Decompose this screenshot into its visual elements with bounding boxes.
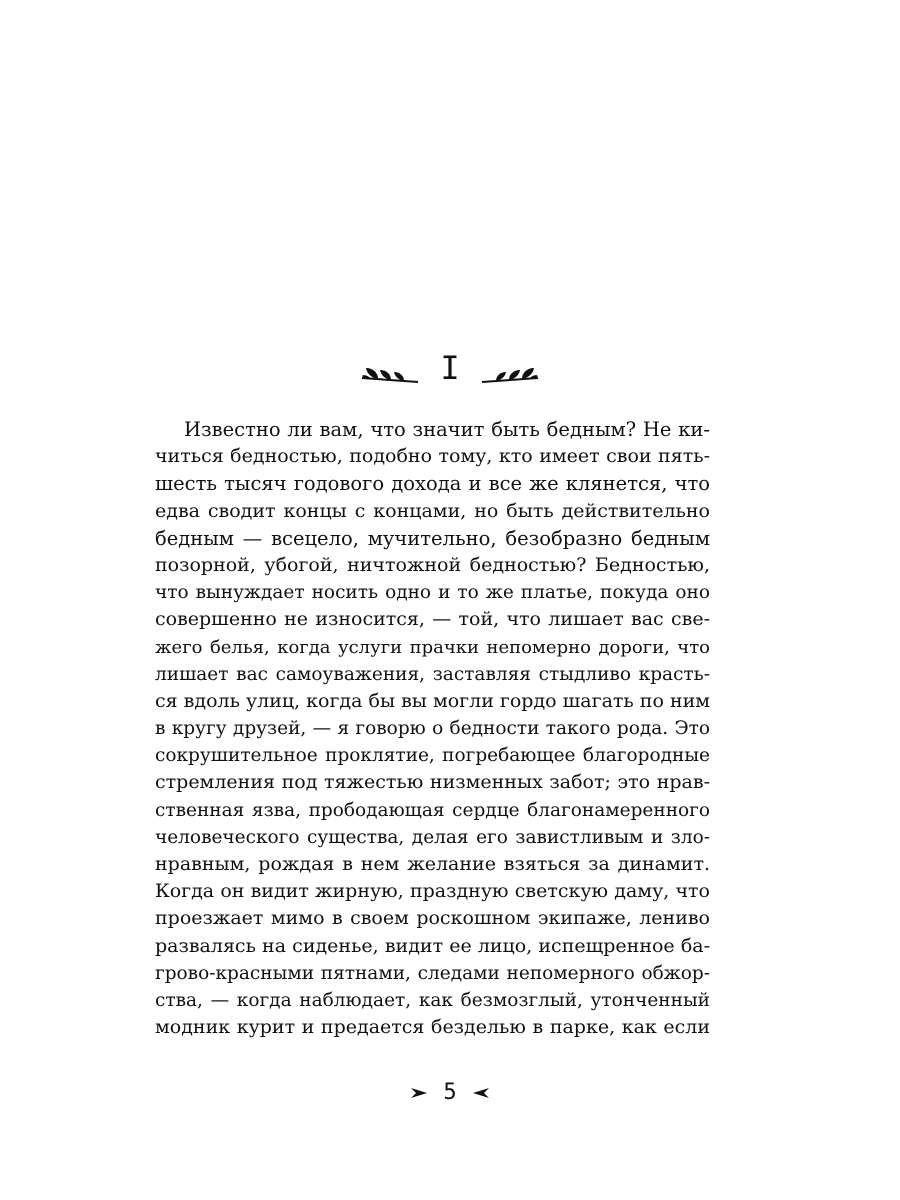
text-line: сокрушительное проклятие, погребающее благородные: [155, 745, 710, 767]
arrow-right-icon: [409, 1086, 429, 1100]
chapter-heading: [0, 346, 900, 396]
laurel-right-icon: [478, 356, 542, 386]
text-line: нравным, рождая в нем желание взяться за динамит.: [155, 853, 710, 875]
text-line: проезжает мимо в своем роскошном экипаже, лениво: [155, 907, 710, 930]
text-line: ства, — когда наблюдает, как безмозглый, утонченный: [155, 989, 710, 1011]
text-line: ся вдоль улиц, когда бы вы могли гордо шагать по ним: [155, 689, 711, 712]
text-line: шесть тысяч годового дохода и все же клянется, что: [155, 472, 710, 496]
page-number: 5: [443, 1080, 457, 1105]
text-line: бедным — всецело, мучительно, безобразно бедным: [155, 526, 710, 550]
text-line: Когда он видит жирную, праздную светскую даму, что: [155, 880, 710, 903]
text-line: человеческого существа, делая его завистливым и зло-: [155, 826, 710, 848]
text-line: модник курит и предается безделью в парке, как если: [155, 1016, 710, 1039]
page-footer: [0, 1078, 900, 1108]
text-line: Известно ли вам, что значит быть бедным? Не ки-: [184, 418, 710, 441]
text-line: жего белья, когда услуги прачки непомерно дороги, что: [155, 636, 710, 658]
text-line: грово-красными пятнами, следами непомерного обжор-: [155, 962, 710, 984]
text-line: развалясь на сиденье, видит ее лицо, испещренное ба-: [155, 934, 710, 957]
text-line: читься бедностью, подобно тому, кто имеет свои пять-: [155, 445, 710, 468]
text-line: лишает вас самоуважения, заставляя стыдливо красть-: [155, 663, 710, 685]
text-line: совершенно не износится, — той, что лишает вас све-: [155, 608, 710, 631]
text-line: едва сводит концы с концами, но быть действительно: [155, 499, 710, 522]
text-line: что вынуждает носить одно и то же платье, покуда оно: [155, 582, 710, 604]
laurel-left-icon: [358, 356, 422, 386]
text-line: позорной, убогой, ничтожной бедностью? Бедностью,: [155, 553, 710, 576]
text-line: ственная язва, прободающая сердце благонамеренного: [155, 799, 710, 821]
body-text: [155, 416, 710, 1041]
text-line: в кругу друзей, — я говорю о бедности такого рода. Это: [155, 718, 710, 740]
chapter-numeral: I: [440, 349, 460, 387]
arrow-left-icon: [471, 1086, 491, 1100]
text-line: стремления под тяжестью низменных забот; это нрав-: [155, 771, 710, 794]
